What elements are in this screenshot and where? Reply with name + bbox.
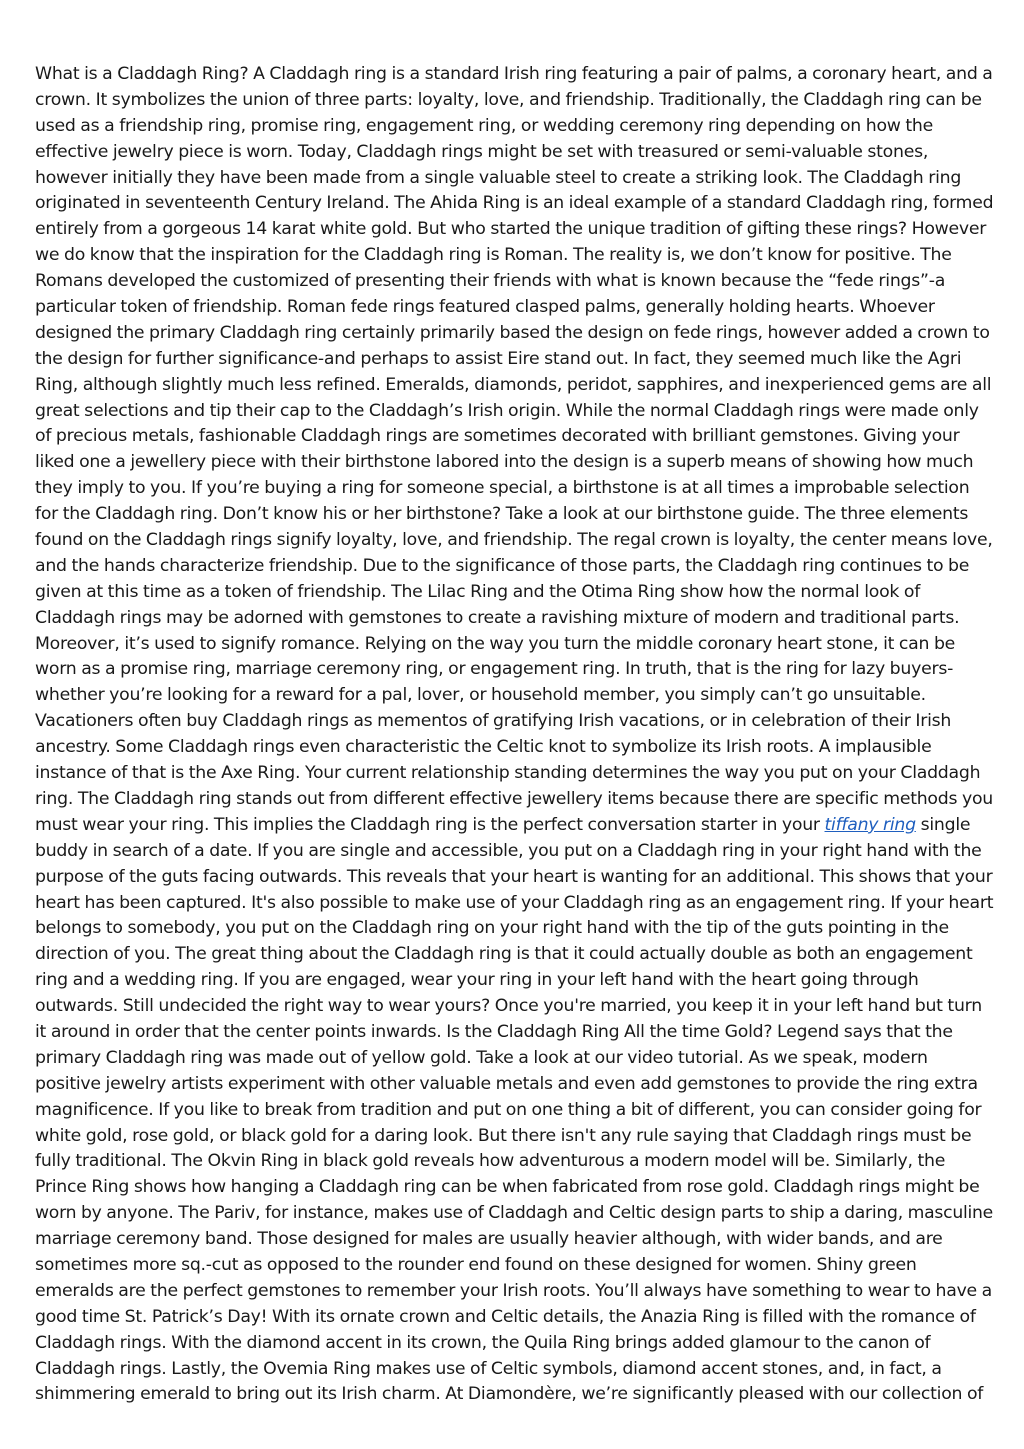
text-line: belongs to somebody, you put on the Claddagh ring on your right hand with the tip of the guts pointing in the — [35, 918, 949, 939]
text-line: magnificence. If you like to break from tradition and put on one thing a bit of different, you can consider going for — [35, 1099, 982, 1120]
text-line: ancestry. Some Claddagh rings even characteristic the Celtic knot to symbolize its Irish roots. A implausible — [35, 737, 932, 758]
text-line: worn by anyone. The Pariv, for instance, makes use of Claddagh and Celtic design parts to ship a daring, masculine — [35, 1203, 993, 1224]
text-line: found on the Claddagh rings signify loyalty, love, and friendship. The regal crown is loyalty, the center means love, — [35, 530, 993, 551]
text-line: we do know that the inspiration for the Claddagh ring is Roman. The reality is, we don’t know for positive. The — [35, 245, 952, 266]
text-line: heart has been captured. It's also possible to make use of your Claddagh ring as an engagement ring. If your heart — [35, 892, 994, 913]
text-line-with-link — [35, 813, 995, 839]
text-line: entirely from a gorgeous 14 karat white gold. But who started the unique tradition of gifting these rings? However — [35, 219, 987, 240]
text-line: Prince Ring shows how hanging a Claddagh ring can be when fabricated from rose gold. Claddagh rings might be — [35, 1177, 980, 1198]
text-line: and the hands characterize friendship. Due to the significance of those parts, the Claddagh ring continues to be — [35, 555, 970, 576]
text-line: Claddagh rings. Lastly, the Ovemia Ring makes use of Celtic symbols, diamond accent stones, and, in fact, a — [35, 1358, 942, 1379]
text-line: instance of that is the Axe Ring. Your current relationship standing determines the way you put on your Claddagh — [35, 763, 981, 784]
text-line: ring. The Claddagh ring stands out from different effective jewellery items because there are specific methods you — [35, 788, 993, 809]
text-line: white gold, rose gold, or black gold for a daring look. But there isn't any rule saying that Claddagh rings must be — [35, 1125, 972, 1146]
text-line: Ring, although slightly much less refined. Emeralds, diamonds, peridot, sapphires, and inexperienced gems are all — [35, 374, 992, 395]
text-line: ring and a wedding ring. If you are engaged, wear your ring in your left hand with the heart going through — [35, 970, 919, 991]
text-line: outwards. Still undecided the right way to wear yours? Once you're married, you keep it in your left hand but turn — [35, 996, 982, 1017]
text-line: whether you’re looking for a reward for a pal, lover, or household member, you simply can’t go unsuitable. — [35, 685, 926, 706]
text-line: liked one a jewellery piece with their birthstone labored into the design is a superb means of showing how much — [35, 452, 974, 473]
text-line: emeralds are the perfect gemstones to remember your Irish roots. You’ll always have something to wear to have a — [35, 1280, 993, 1301]
text-line: the design for further significance-and perhaps to assist Eire stand out. In fact, they seemed much like the Agri — [35, 348, 962, 369]
text-line: designed the primary Claddagh ring certainly primarily based the design on fede rings, however added a crown to — [35, 322, 990, 343]
text-line: of precious metals, fashionable Claddagh rings are sometimes decorated with brilliant gemstones. Giving your — [35, 426, 960, 447]
text-line: fully traditional. The Okvin Ring in black gold reveals how adventurous a modern model will be. Similarly, the — [35, 1151, 946, 1172]
text-line: good time St. Patrick’s Day! With its ornate crown and Celtic details, the Anazia Ring is filled with the romance of — [35, 1306, 976, 1327]
text-line: originated in seventeenth Century Ireland. The Ahida Ring is an ideal example of a standard Claddagh ring, formed — [35, 193, 994, 214]
link-line-prefix: must wear your ring. This implies the Claddagh ring is the perfect conversation starter in your — [35, 814, 825, 835]
document-body — [35, 62, 995, 1408]
text-line: great selections and tip their cap to the Claddagh’s Irish origin. While the normal Claddagh rings were made only — [35, 400, 979, 421]
text-line: it around in order that the center points inwards. Is the Claddagh Ring All the time Gold? Legend says that the — [35, 1021, 953, 1042]
text-line: purpose of the guts facing outwards. This reveals that your heart is wanting for an additional. This shows that your — [35, 866, 993, 887]
text-line: worn as a promise ring, marriage ceremony ring, or engagement ring. In truth, that is the ring for lazy buyers- — [35, 659, 954, 680]
text-line: buddy in search of a date. If you are single and accessible, you put on a Claddagh ring in your right hand with the — [35, 840, 982, 861]
text-line: used as a friendship ring, promise ring, engagement ring, or wedding ceremony ring depending on how the — [35, 115, 934, 136]
text-line: shimmering emerald to bring out its Irish charm. At Diamondère, we’re significantly pleased with our collection of — [35, 1384, 984, 1405]
text-line: positive jewelry artists experiment with other valuable metals and even add gemstones to provide the ring extra — [35, 1073, 978, 1094]
text-line: Moreover, it’s used to signify romance. Relying on the way you turn the middle coronary heart stone, it can be — [35, 633, 956, 654]
text-line: they imply to you. If you’re buying a ring for someone special, a birthstone is at all times a improbable selection — [35, 478, 970, 499]
text-line: crown. It symbolizes the union of three parts: loyalty, love, and friendship. Traditionally, the Claddagh ring can be — [35, 89, 982, 110]
text-line: however initially they have been made from a single valuable steel to create a striking look. The Claddagh ring — [35, 167, 962, 188]
tiffany-ring-link[interactable]: tiffany ring — [824, 814, 916, 835]
text-line: direction of you. The great thing about the Claddagh ring is that it could actually double as both an engagement — [35, 944, 973, 965]
text-line: particular token of friendship. Roman fede rings featured clasped palms, generally holding hearts. Whoever — [35, 297, 935, 318]
text-line: Romans developed the customized of presenting their friends with what is known because the “fede rings”-a — [35, 271, 946, 292]
text-line: for the Claddagh ring. Don’t know his or her birthstone? Take a look at our birthstone guide. The three elements — [35, 504, 969, 525]
text-line: primary Claddagh ring was made out of yellow gold. Take a look at our video tutorial. As we speak, modern — [35, 1047, 928, 1068]
text-line: Claddagh rings. With the diamond accent in its crown, the Quila Ring brings added glamour to the canon of — [35, 1332, 931, 1353]
text-line: effective jewelry piece is worn. Today, Claddagh rings might be set with treasured or semi-valuable stones, — [35, 141, 929, 162]
text-line: marriage ceremony band. Those designed for males are usually heavier although, with wider bands, and are — [35, 1229, 943, 1250]
text-line: sometimes more sq.-cut as opposed to the rounder end found on these designed for women. Shiny green — [35, 1254, 917, 1275]
text-line: What is a Claddagh Ring? A Claddagh ring is a standard Irish ring featuring a pair of palms, a coronary heart, and a — [35, 64, 993, 84]
link-line-suffix: single — [915, 814, 971, 835]
text-line: Vacationers often buy Claddagh rings as mementos of gratifying Irish vacations, or in celebration of their Irish — [35, 711, 952, 732]
paragraph-before-link — [35, 62, 995, 813]
text-line: Claddagh rings may be adorned with gemstones to create a ravishing mixture of modern and traditional parts. — [35, 607, 960, 628]
text-line: given at this time as a token of friendship. The Lilac Ring and the Otima Ring show how the normal look of — [35, 581, 921, 602]
paragraph-after-link — [35, 839, 995, 1409]
